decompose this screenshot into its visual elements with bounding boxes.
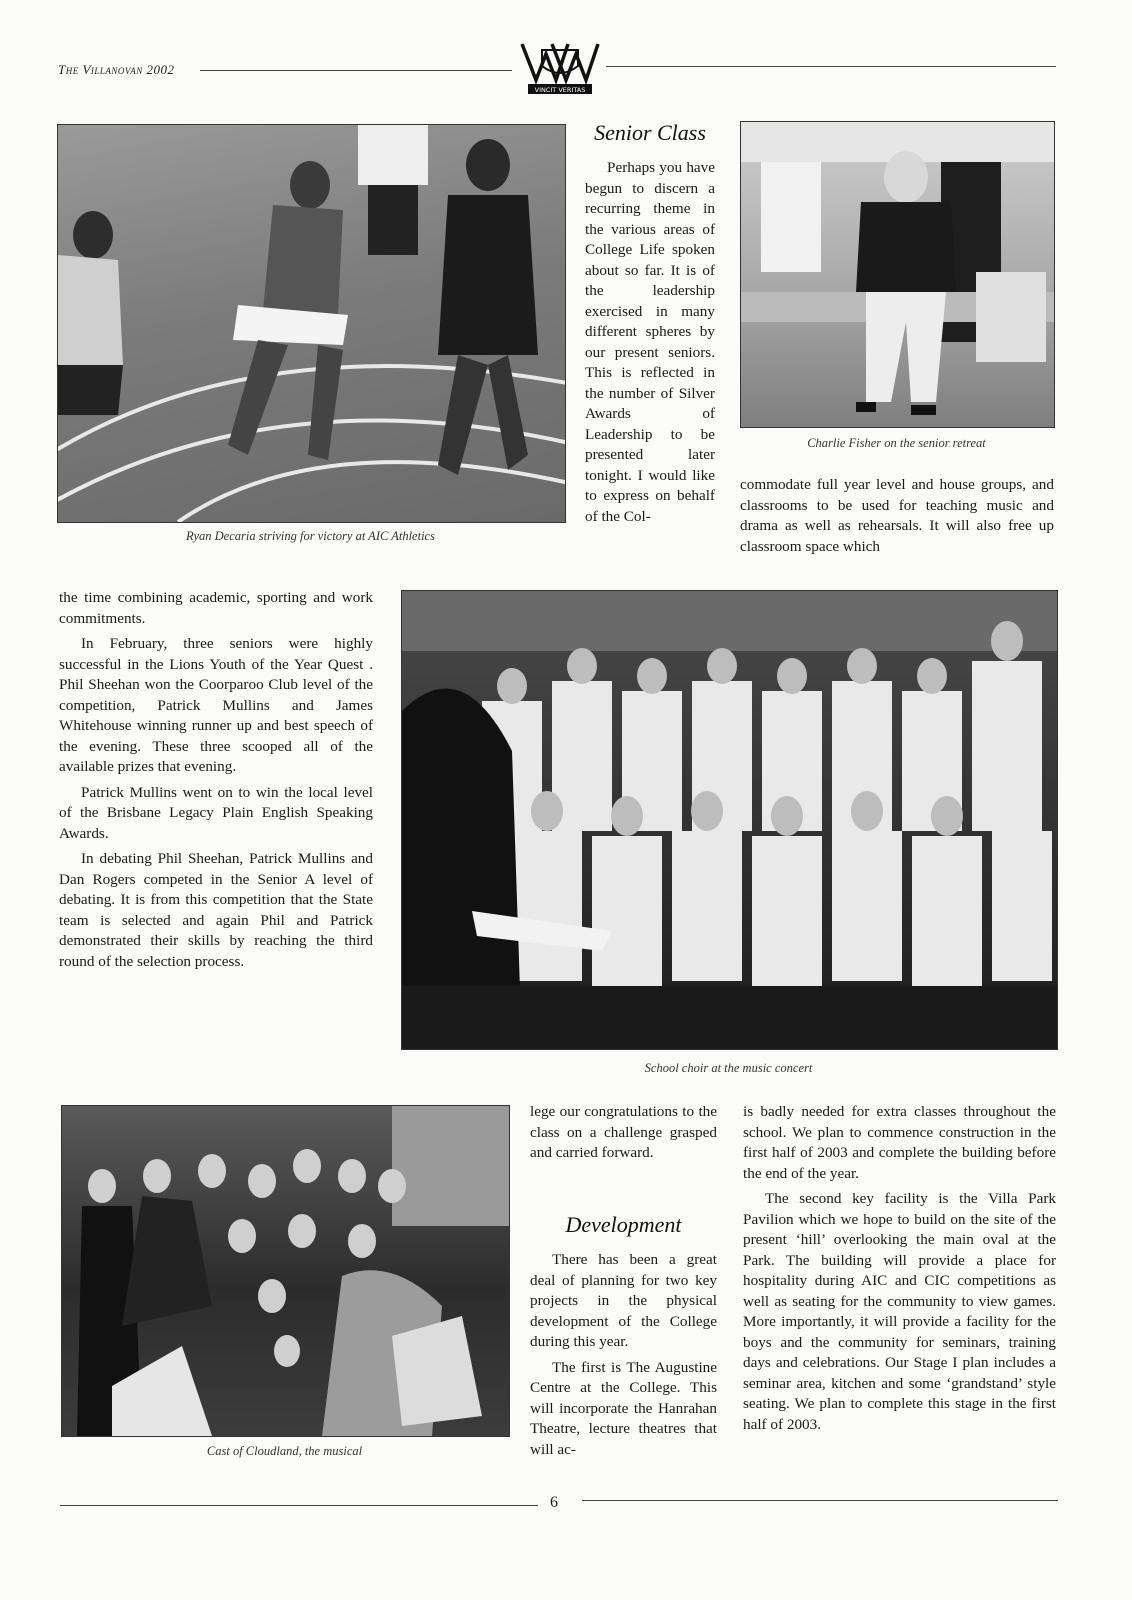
choir-caption: School choir at the music concert xyxy=(644,1061,813,1075)
left-paragraph-4: In debating Phil Sheehan, Patrick Mullins and Dan Rogers competed in the Senior A level of debating. It is from this competition that the State team is selected and again Phil and Patrick demonstrated their skills by reaching the third round of the selection process. xyxy=(59,850,373,970)
left-paragraph-3: Patrick Mullins went on to win the local level of the Brisbane Legacy Plain English Speaking Awards. xyxy=(59,783,373,842)
college-crest-logo xyxy=(520,40,600,96)
right-bottom-paragraph-1: is badly needed for extra classes throughout the school. We plan to commence construction in the first half of 2003 and complete the building before the end of the year. xyxy=(743,1103,1056,1182)
right-bottom-column xyxy=(743,1102,1056,1435)
footer-rule-left xyxy=(60,1505,538,1506)
athletics-photo xyxy=(57,124,566,523)
choir-photo xyxy=(401,590,1058,1050)
page-number: 6 xyxy=(550,1494,558,1511)
middle-paragraph-1: lege our congratulations to the class on a challenge grasped and carried forward. xyxy=(530,1103,717,1161)
senior-class-heading: Senior Class xyxy=(594,120,706,145)
header-rule-left xyxy=(200,70,512,71)
cast-photo xyxy=(61,1105,510,1437)
development-heading: Development xyxy=(565,1212,682,1237)
right-bottom-paragraph-2: The second key facility is the Villa Park Pavilion which we hope to build on the site of the present ‘hill’ overlooking the main oval at the Park. The building will provide a place for hospitality during AIC and CIC competitions as well as seating for the community to view games. More importantly, it will provide a facility for the boys and the community for seminars, training days and celebrations. Our Stage I plan includes a seminar area, kitchen and some ‘grandstand’ style seating. We plan to complete this stage in the first half of 2003. xyxy=(743,1190,1056,1433)
header-rule-right xyxy=(606,66,1056,67)
footer-rule-right xyxy=(582,1500,1058,1501)
crest-motto: VINCIT VERITAS xyxy=(534,86,586,94)
publication-title: The Villanovan 2002 xyxy=(58,62,175,77)
retreat-photo xyxy=(740,121,1055,428)
senior-class-text: Perhaps you have begun to discern a recurring theme in the various areas of College Life spoken about so far. It is of the leadership exercised in many different spheres by our present seniors. This is reflected in the number of Silver Awards of Leadership to be presented later tonight. I would like to express on behalf of the Col- xyxy=(585,159,715,525)
cast-caption: Cast of Cloudland, the musical xyxy=(206,1444,363,1458)
retreat-caption: Charlie Fisher on the senior retreat xyxy=(807,436,986,450)
development-column xyxy=(530,1250,717,1460)
right-top-column xyxy=(740,475,1054,557)
senior-class-column xyxy=(585,158,715,527)
left-paragraph-2: In February, three seniors were highly successful in the Lions Youth of the Year Quest . Phil Sheehan won the Coorparoo Club level of the competition, Patrick Mullins and James Whitehouse winning runner up and best speech of the evening. These three scooped all of the available prizes that evening. xyxy=(59,635,373,775)
left-paragraph-1: the time combining academic, sporting and work commitments. xyxy=(59,589,373,627)
development-paragraph-1: There has been a great deal of planning for two key projects in the physical development of the College during this year. xyxy=(530,1251,717,1350)
left-column xyxy=(59,588,373,972)
middle-bottom-column xyxy=(530,1102,717,1164)
athletics-caption: Ryan Decaria striving for victory at AIC Athletics xyxy=(186,529,435,543)
right-top-text: commodate full year level and house groups, and classrooms to be used for teaching music and drama as well as rehearsals. It will also free up classroom space which xyxy=(740,476,1054,555)
development-paragraph-2: The first is The Augustine Centre at the College. This will incorporate the Hanrahan Theatre, lecture theatres that will ac- xyxy=(530,1358,717,1458)
